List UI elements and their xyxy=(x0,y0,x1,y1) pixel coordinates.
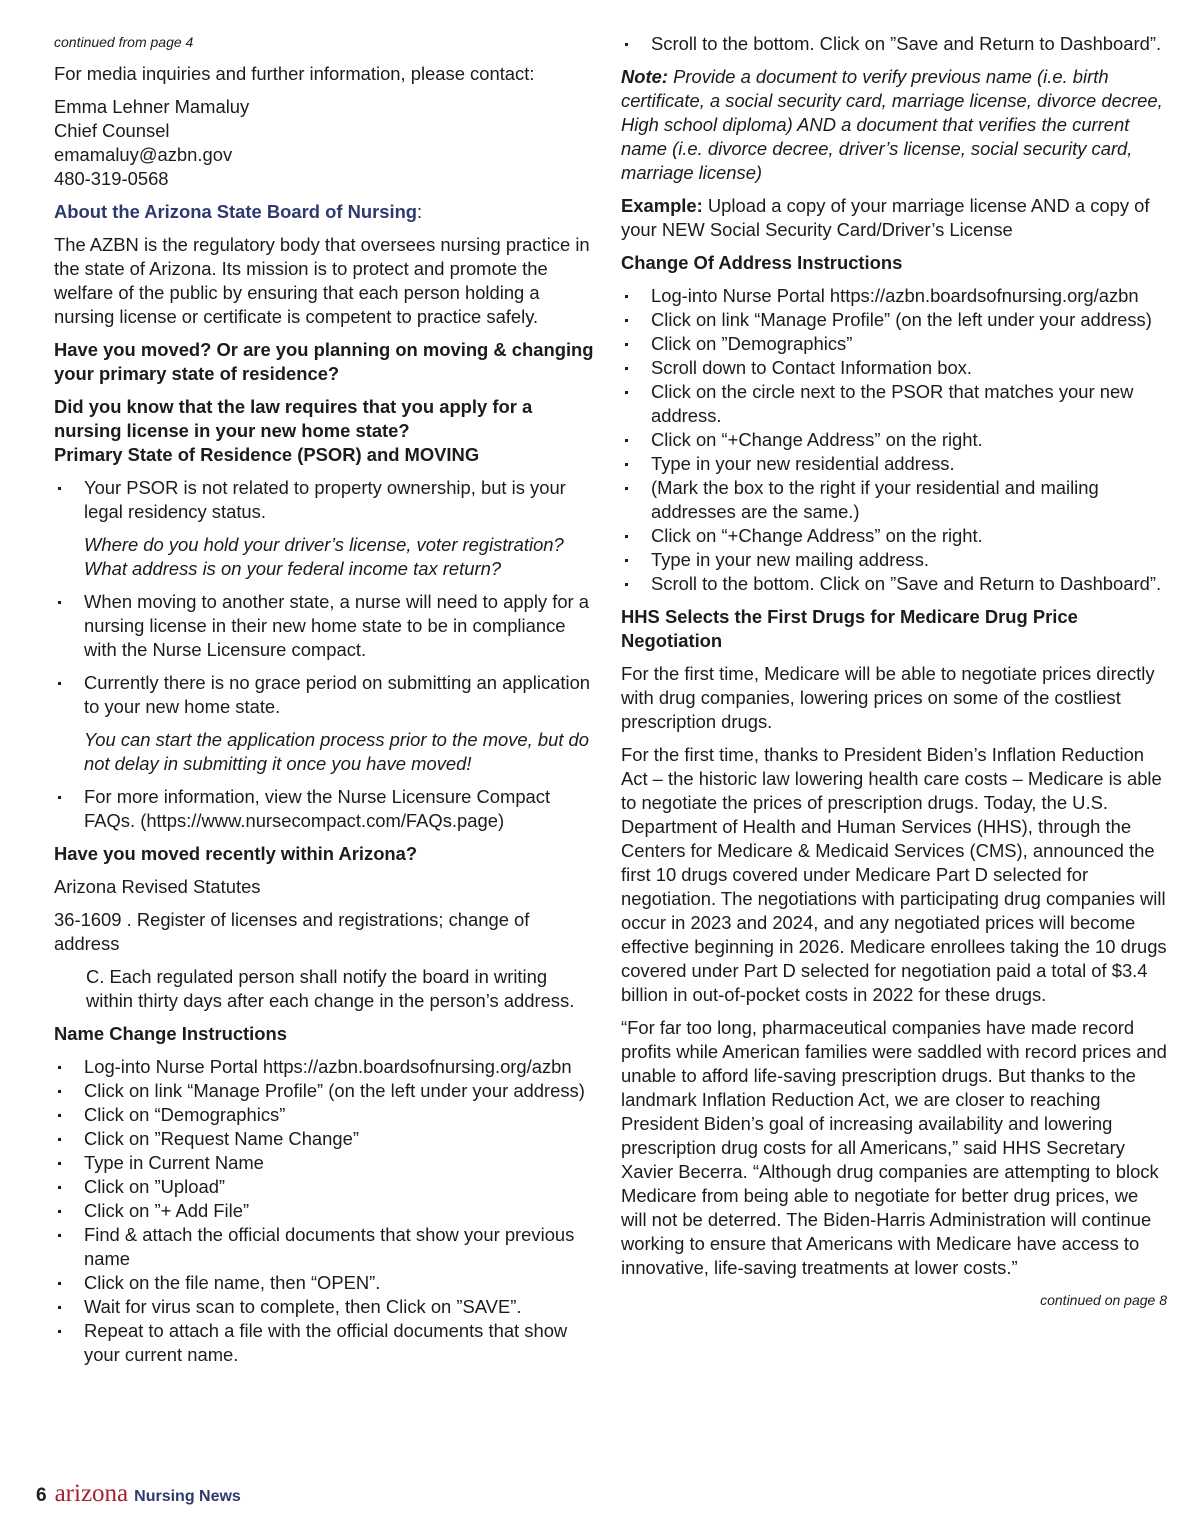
about-heading-line xyxy=(54,200,596,224)
psor-bullet-list xyxy=(54,476,596,833)
bullet-text: Your PSOR is not related to property ownership, but is your legal residency status. xyxy=(84,477,566,522)
contact-phone: 480-319-0568 xyxy=(54,168,169,189)
list-item xyxy=(54,671,596,776)
page-footer xyxy=(36,1480,241,1508)
list-item: (Mark the box to the right if your residential and mailing addresses are the same.) xyxy=(621,476,1167,524)
list-item: Click on “+Change Address” on the right. xyxy=(621,524,1167,548)
psor-heading: Primary State of Residence (PSOR) and MOVING xyxy=(54,444,480,465)
list-item: Repeat to attach a file with the official documents that show your current name. xyxy=(54,1319,596,1367)
bullet-subtext: You can start the application process prior to the move, but do not delay in submitting it once you have moved! xyxy=(84,729,590,774)
list-item: Click on the file name, then “OPEN”. xyxy=(54,1271,596,1295)
page-number: 6 xyxy=(36,1485,47,1506)
list-item xyxy=(54,590,596,662)
list-item: Log-into Nurse Portal https://azbn.boardsofnursing.org/azbn xyxy=(54,1055,596,1079)
statute-reference: 36-1609 . Register of licenses and registrations; change of address xyxy=(54,909,530,954)
statutes-title: Arizona Revised Statutes xyxy=(54,876,261,897)
contact-email: emamaluy@azbn.gov xyxy=(54,144,233,165)
list-item: Scroll to the bottom. Click on ”Save and Return to Dashboard”. xyxy=(621,32,1167,56)
statute-clause-c: C. Each regulated person shall notify the board in writing within thirty days after each change in the person’s address. xyxy=(86,966,575,1011)
hhs-paragraph-1: For the first time, Medicare will be able to negotiate prices directly with drug companies, lowering prices on some of the costliest prescription drugs. xyxy=(621,663,1155,732)
brand-subtitle: Nursing News xyxy=(134,1488,241,1505)
list-item: Scroll down to Contact Information box. xyxy=(621,356,1167,380)
list-item: Click on “+Change Address” on the right. xyxy=(621,428,1167,452)
list-item: Type in your new residential address. xyxy=(621,452,1167,476)
bullet-text: Currently there is no grace period on submitting an application to your new home state. xyxy=(84,672,591,717)
note-paragraph xyxy=(621,65,1167,185)
hhs-paragraph-3: “For far too long, pharmaceutical companies have made record profits while American families were saddled with record prices and unable to afford life-saving prescription drugs. But thanks to the landmark Inflation Reduction Act, we are closer to reaching President Biden’s goal of increasing availability and lowering prescription drug costs for all Americans,” said HHS Secretary Xavier Becerra. “Although drug companies are attempting to block Medicare from being able to negotiate for better drug prices, we will not be deterred. The Biden-Harris Administration will continue working to ensure that Americans with Medicare have access to innovative, life-saving treatments at lower costs.” xyxy=(621,1017,1167,1278)
bullet-text: When moving to another state, a nurse will need to apply for a nursing license in their new home state to be in compliance with the Nurse Licensure compact. xyxy=(84,591,590,660)
list-item: Scroll to the bottom. Click on ”Save and Return to Dashboard”. xyxy=(621,572,1167,596)
list-item: Find & attach the official documents that show your previous name xyxy=(54,1223,596,1271)
about-colon: : xyxy=(417,201,423,222)
bullet-subtext: Where do you hold your driver’s license, voter registration? What address is on your federal income tax return? xyxy=(84,534,564,579)
list-item: Type in your new mailing address. xyxy=(621,548,1167,572)
list-item: Click on “Demographics” xyxy=(54,1103,596,1127)
hhs-paragraph-2: For the first time, thanks to President Biden’s Inflation Reduction Act – the historic law lowering health care costs – Medicare is able to negotiate the prices of prescription drugs. Today, the U.S. Department of Health and Human Services (HHS), through the Centers for Medicare & Medicaid Services (CMS), announced the first 10 drugs covered under Medicare Part D selected for negotiation. The negotiations with participating drug companies will occur in 2023 and 2024, and any negotiated prices will become effective beginning in 2026. Medicare enrollees taking the 10 drugs covered under Part D selected for negotiation paid a total of $3.4 billion in out-of-pocket costs in 2022 for these drugs. xyxy=(621,744,1167,1005)
contact-title: Chief Counsel xyxy=(54,120,170,141)
contact-name: Emma Lehner Mamaluy xyxy=(54,96,250,117)
list-item: Click on ”+ Add File” xyxy=(54,1199,596,1223)
list-item: Click on link “Manage Profile” (on the left under your address) xyxy=(54,1079,596,1103)
hhs-heading: HHS Selects the First Drugs for Medicare Drug Price Negotiation xyxy=(621,606,1078,651)
list-item: Click on the circle next to the PSOR that matches your new address. xyxy=(621,380,1167,428)
moved-question-2-line-1: Did you know that the law requires that you apply for a nursing license in your new home state? xyxy=(54,396,533,441)
bullet-text: For more information, view the Nurse Licensure Compact FAQs. (https://www.nursecompact.com/FAQs.page) xyxy=(84,786,551,831)
right-column xyxy=(621,32,1167,1308)
about-text: The AZBN is the regulatory body that oversees nursing practice in the state of Arizona. Its mission is to protect and promote the welfare of the public by ensuring that each person holding a nursing license or certificate is competent to practice safely. xyxy=(54,234,590,327)
list-item: Type in Current Name xyxy=(54,1151,596,1175)
media-intro: For media inquiries and further information, please contact: xyxy=(54,63,535,84)
example-text: Upload a copy of your marriage license AND a copy of your NEW Social Security Card/Driver’s License xyxy=(621,195,1150,240)
name-change-steps-continued xyxy=(621,32,1167,56)
continued-on-note: continued on page 8 xyxy=(1040,1292,1167,1308)
az-moved-heading: Have you moved recently within Arizona? xyxy=(54,843,418,864)
address-heading: Change Of Address Instructions xyxy=(621,252,903,273)
list-item xyxy=(54,785,596,833)
contact-block xyxy=(54,95,596,191)
list-item: Wait for virus scan to complete, then Click on ”SAVE”. xyxy=(54,1295,596,1319)
about-heading: About the Arizona State Board of Nursing xyxy=(54,201,418,222)
list-item: Click on link “Manage Profile” (on the left under your address) xyxy=(621,308,1167,332)
moved-question-1: Have you moved? Or are you planning on moving & changing your primary state of residence? xyxy=(54,339,594,384)
continued-from-note: continued from page 4 xyxy=(54,34,194,50)
list-item: Click on ”Upload” xyxy=(54,1175,596,1199)
name-change-heading: Name Change Instructions xyxy=(54,1023,287,1044)
list-item: Log-into Nurse Portal https://azbn.boardsofnursing.org/azbn xyxy=(621,284,1167,308)
note-label: Note: xyxy=(621,66,668,87)
left-column xyxy=(54,32,596,1376)
brand-logo-text: arizona xyxy=(54,1480,129,1507)
moved-question-2 xyxy=(54,395,596,467)
note-text: Provide a document to verify previous name (i.e. birth certificate, a social security card, marriage license, divorce decree, High school diploma) AND a document that verifies the current name (i.e. divorce decree, driver’s license, social security card, marriage license) xyxy=(621,66,1163,183)
example-label: Example: xyxy=(621,195,703,216)
address-steps xyxy=(621,284,1167,596)
list-item: Click on ”Demographics” xyxy=(621,332,1167,356)
name-change-steps xyxy=(54,1055,596,1367)
list-item xyxy=(54,476,596,581)
example-paragraph xyxy=(621,194,1167,242)
list-item: Click on ”Request Name Change” xyxy=(54,1127,596,1151)
